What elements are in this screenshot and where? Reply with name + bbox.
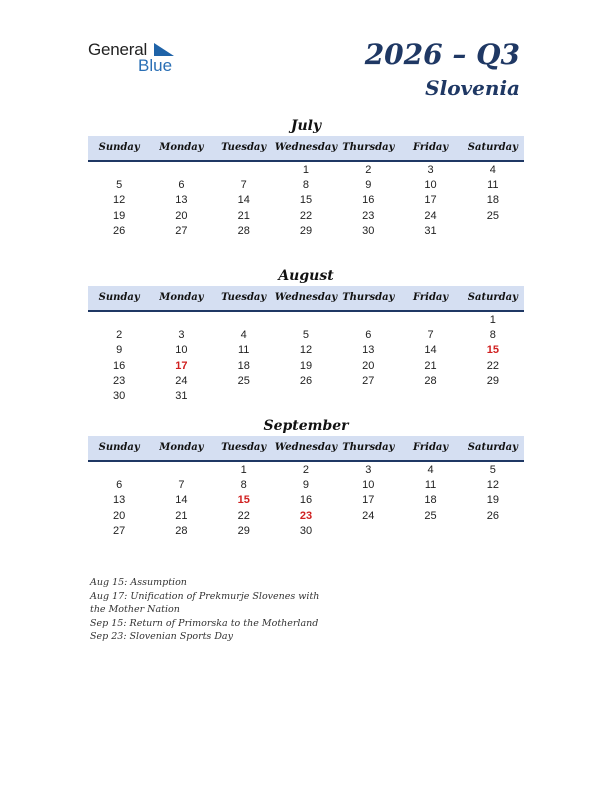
weekday-label: Saturday	[467, 442, 518, 453]
week-row	[88, 478, 524, 493]
month-name: August	[278, 268, 334, 284]
day-cell: 7	[178, 479, 185, 492]
day-cell: 6	[365, 329, 372, 342]
weekday-label: Friday	[412, 292, 449, 303]
day-cell: 22	[237, 509, 250, 522]
day-cell: 23	[113, 374, 126, 387]
day-cell: 25	[486, 209, 499, 222]
day-cell: 12	[113, 194, 126, 207]
weekday-label: Sunday	[98, 442, 140, 453]
day-cell: 26	[113, 224, 126, 237]
day-cell: 13	[175, 194, 188, 207]
day-cell	[275, 313, 337, 328]
day-cell: 15	[486, 344, 499, 357]
day-cell	[150, 313, 212, 328]
day-cell: 8	[302, 179, 310, 192]
day-cell	[399, 313, 461, 328]
day-cell: 2	[116, 329, 123, 342]
weekday-label: Tuesday	[221, 442, 267, 453]
day-cell: 21	[424, 359, 437, 372]
day-cell	[213, 389, 275, 404]
weekday-label: Monday	[159, 442, 204, 453]
logo-text-general: General	[88, 40, 148, 59]
day-cell: 10	[424, 179, 437, 192]
week-row	[88, 524, 524, 539]
holiday-note: Sep 15: Return of Primorska to the Motherland	[90, 617, 319, 629]
day-cell: 16	[299, 494, 313, 507]
day-cell: 9	[116, 344, 123, 357]
month-name: September	[263, 418, 349, 434]
day-cell: 17	[424, 194, 437, 207]
day-cell	[399, 524, 461, 539]
day-cell: 14	[175, 494, 188, 507]
day-cell: 23	[299, 509, 313, 522]
weekday-label: Tuesday	[221, 292, 267, 303]
day-cell: 1	[489, 314, 496, 326]
day-cell: 4	[427, 464, 434, 476]
day-cell: 18	[486, 194, 499, 207]
day-cell: 6	[116, 479, 123, 492]
day-cell: 14	[237, 194, 250, 207]
day-cell: 28	[424, 374, 437, 387]
day-cell: 13	[113, 494, 126, 507]
day-cell: 17	[175, 359, 188, 372]
week-row	[88, 178, 524, 193]
week-row	[88, 313, 524, 328]
day-cell	[399, 389, 461, 404]
day-cell: 9	[302, 479, 310, 492]
month-name: July	[290, 118, 322, 134]
day-cell: 20	[113, 509, 126, 522]
day-cell: 31	[424, 224, 437, 237]
weekday-label: Sunday	[98, 292, 140, 303]
week-row	[88, 328, 524, 343]
day-cell	[213, 313, 275, 328]
day-cell: 5	[116, 179, 123, 192]
day-cell: 21	[175, 509, 188, 522]
day-cell: 4	[489, 164, 496, 176]
day-cell: 24	[362, 509, 375, 522]
weekday-label: Sunday	[98, 142, 140, 153]
weekday-label: Tuesday	[221, 142, 267, 153]
day-cell	[150, 163, 212, 178]
holiday-note: Sep 23: Slovenian Sports Day	[90, 631, 233, 643]
day-cell: 12	[299, 344, 313, 357]
weekday-label: Monday	[159, 142, 204, 153]
week-row	[88, 193, 524, 208]
day-cell: 5	[302, 329, 310, 342]
day-cell: 16	[113, 359, 126, 372]
day-cell: 16	[362, 194, 375, 207]
logo-triangle-icon	[154, 43, 174, 56]
month-calendar-september	[88, 416, 524, 539]
page-subtitle: Slovenia	[425, 76, 520, 100]
day-cell: 20	[175, 209, 188, 222]
week-row	[88, 209, 524, 224]
day-cell	[88, 163, 150, 178]
day-cell: 2	[302, 464, 310, 476]
day-cell	[462, 524, 524, 539]
weekday-label: Thursday	[342, 442, 395, 453]
day-cell: 8	[240, 479, 247, 492]
day-cell: 22	[486, 359, 499, 372]
day-cell: 31	[175, 389, 188, 402]
day-cell: 15	[299, 194, 313, 207]
week-row	[88, 224, 524, 239]
weekday-label: Saturday	[467, 292, 518, 303]
day-cell: 5	[489, 464, 496, 476]
weekday-label: Saturday	[467, 142, 518, 153]
day-cell: 3	[178, 329, 185, 342]
day-cell: 29	[237, 524, 250, 537]
day-cell: 4	[240, 329, 247, 342]
week-row	[88, 163, 524, 178]
day-cell	[337, 389, 399, 404]
day-cell: 25	[237, 374, 250, 387]
day-cell: 11	[237, 344, 250, 357]
day-cell	[462, 389, 524, 404]
day-cell: 27	[175, 224, 188, 237]
day-cell	[462, 224, 524, 239]
day-cell: 3	[365, 464, 372, 476]
day-cell: 30	[299, 524, 313, 537]
day-cell	[213, 163, 275, 178]
week-row	[88, 509, 524, 524]
page-title: 2026 – Q3	[364, 38, 520, 71]
day-cell: 30	[113, 389, 126, 402]
day-cell: 17	[362, 494, 375, 507]
day-cell: 21	[237, 209, 250, 222]
week-row	[88, 463, 524, 478]
week-row	[88, 359, 524, 374]
weekday-label: Friday	[412, 442, 449, 453]
day-cell: 24	[175, 374, 188, 387]
day-cell	[275, 389, 337, 404]
holiday-note: Aug 15: Assumption	[90, 577, 187, 588]
day-cell: 28	[175, 524, 188, 537]
weekday-header-row	[88, 286, 524, 312]
day-cell: 14	[424, 344, 437, 357]
day-cell: 1	[302, 164, 310, 176]
day-cell: 23	[362, 209, 375, 222]
day-cell: 27	[113, 524, 126, 537]
day-cell: 19	[486, 494, 499, 507]
weekday-header-row	[88, 136, 524, 162]
holiday-notes	[90, 576, 330, 644]
day-cell: 18	[424, 494, 437, 507]
day-cell: 12	[486, 479, 499, 492]
logo	[88, 40, 188, 76]
day-cell: 28	[237, 224, 250, 237]
week-row	[88, 389, 524, 404]
day-cell: 20	[362, 359, 375, 372]
month-calendar-august	[88, 266, 524, 404]
day-cell	[88, 313, 150, 328]
day-cell: 22	[299, 209, 313, 222]
day-cell: 18	[237, 359, 250, 372]
day-cell	[88, 463, 150, 478]
day-cell	[150, 463, 212, 478]
day-cell: 11	[424, 479, 437, 492]
day-cell: 8	[489, 329, 496, 342]
weekday-label: Thursday	[342, 292, 395, 303]
logo-text-blue: Blue	[138, 56, 173, 75]
day-cell: 7	[240, 179, 247, 192]
weekday-label: Wednesday	[274, 292, 338, 303]
day-cell: 7	[427, 329, 434, 342]
holiday-note: Aug 17: Unification of Prekmurje Slovenes with the Mother Nation	[90, 590, 320, 616]
day-cell: 13	[362, 344, 375, 357]
month-calendar-july	[88, 116, 524, 239]
day-cell: 27	[362, 374, 375, 387]
weekday-label: Friday	[412, 142, 449, 153]
weekday-label: Monday	[159, 292, 204, 303]
day-cell: 19	[299, 359, 313, 372]
day-cell: 24	[424, 209, 437, 222]
day-cell	[337, 524, 399, 539]
weekday-label: Wednesday	[274, 142, 338, 153]
day-cell: 26	[486, 509, 499, 522]
day-cell: 25	[424, 509, 437, 522]
day-cell: 2	[365, 164, 372, 176]
day-cell: 9	[365, 179, 372, 192]
day-cell: 29	[486, 374, 499, 387]
weekday-label: Wednesday	[274, 442, 338, 453]
day-cell: 3	[427, 164, 434, 176]
day-cell: 1	[240, 464, 247, 476]
day-cell	[337, 313, 399, 328]
week-row	[88, 343, 524, 358]
weekday-header-row	[88, 436, 524, 462]
day-cell: 11	[487, 179, 499, 192]
day-cell: 26	[299, 374, 313, 387]
weekday-label: Thursday	[342, 142, 395, 153]
day-cell: 30	[362, 224, 375, 237]
day-cell: 10	[175, 344, 188, 357]
day-cell: 6	[178, 179, 185, 192]
day-cell: 10	[362, 479, 375, 492]
week-row	[88, 493, 524, 508]
day-cell: 15	[237, 494, 250, 507]
day-cell: 29	[299, 224, 313, 237]
day-cell: 19	[113, 209, 126, 222]
week-row	[88, 374, 524, 389]
